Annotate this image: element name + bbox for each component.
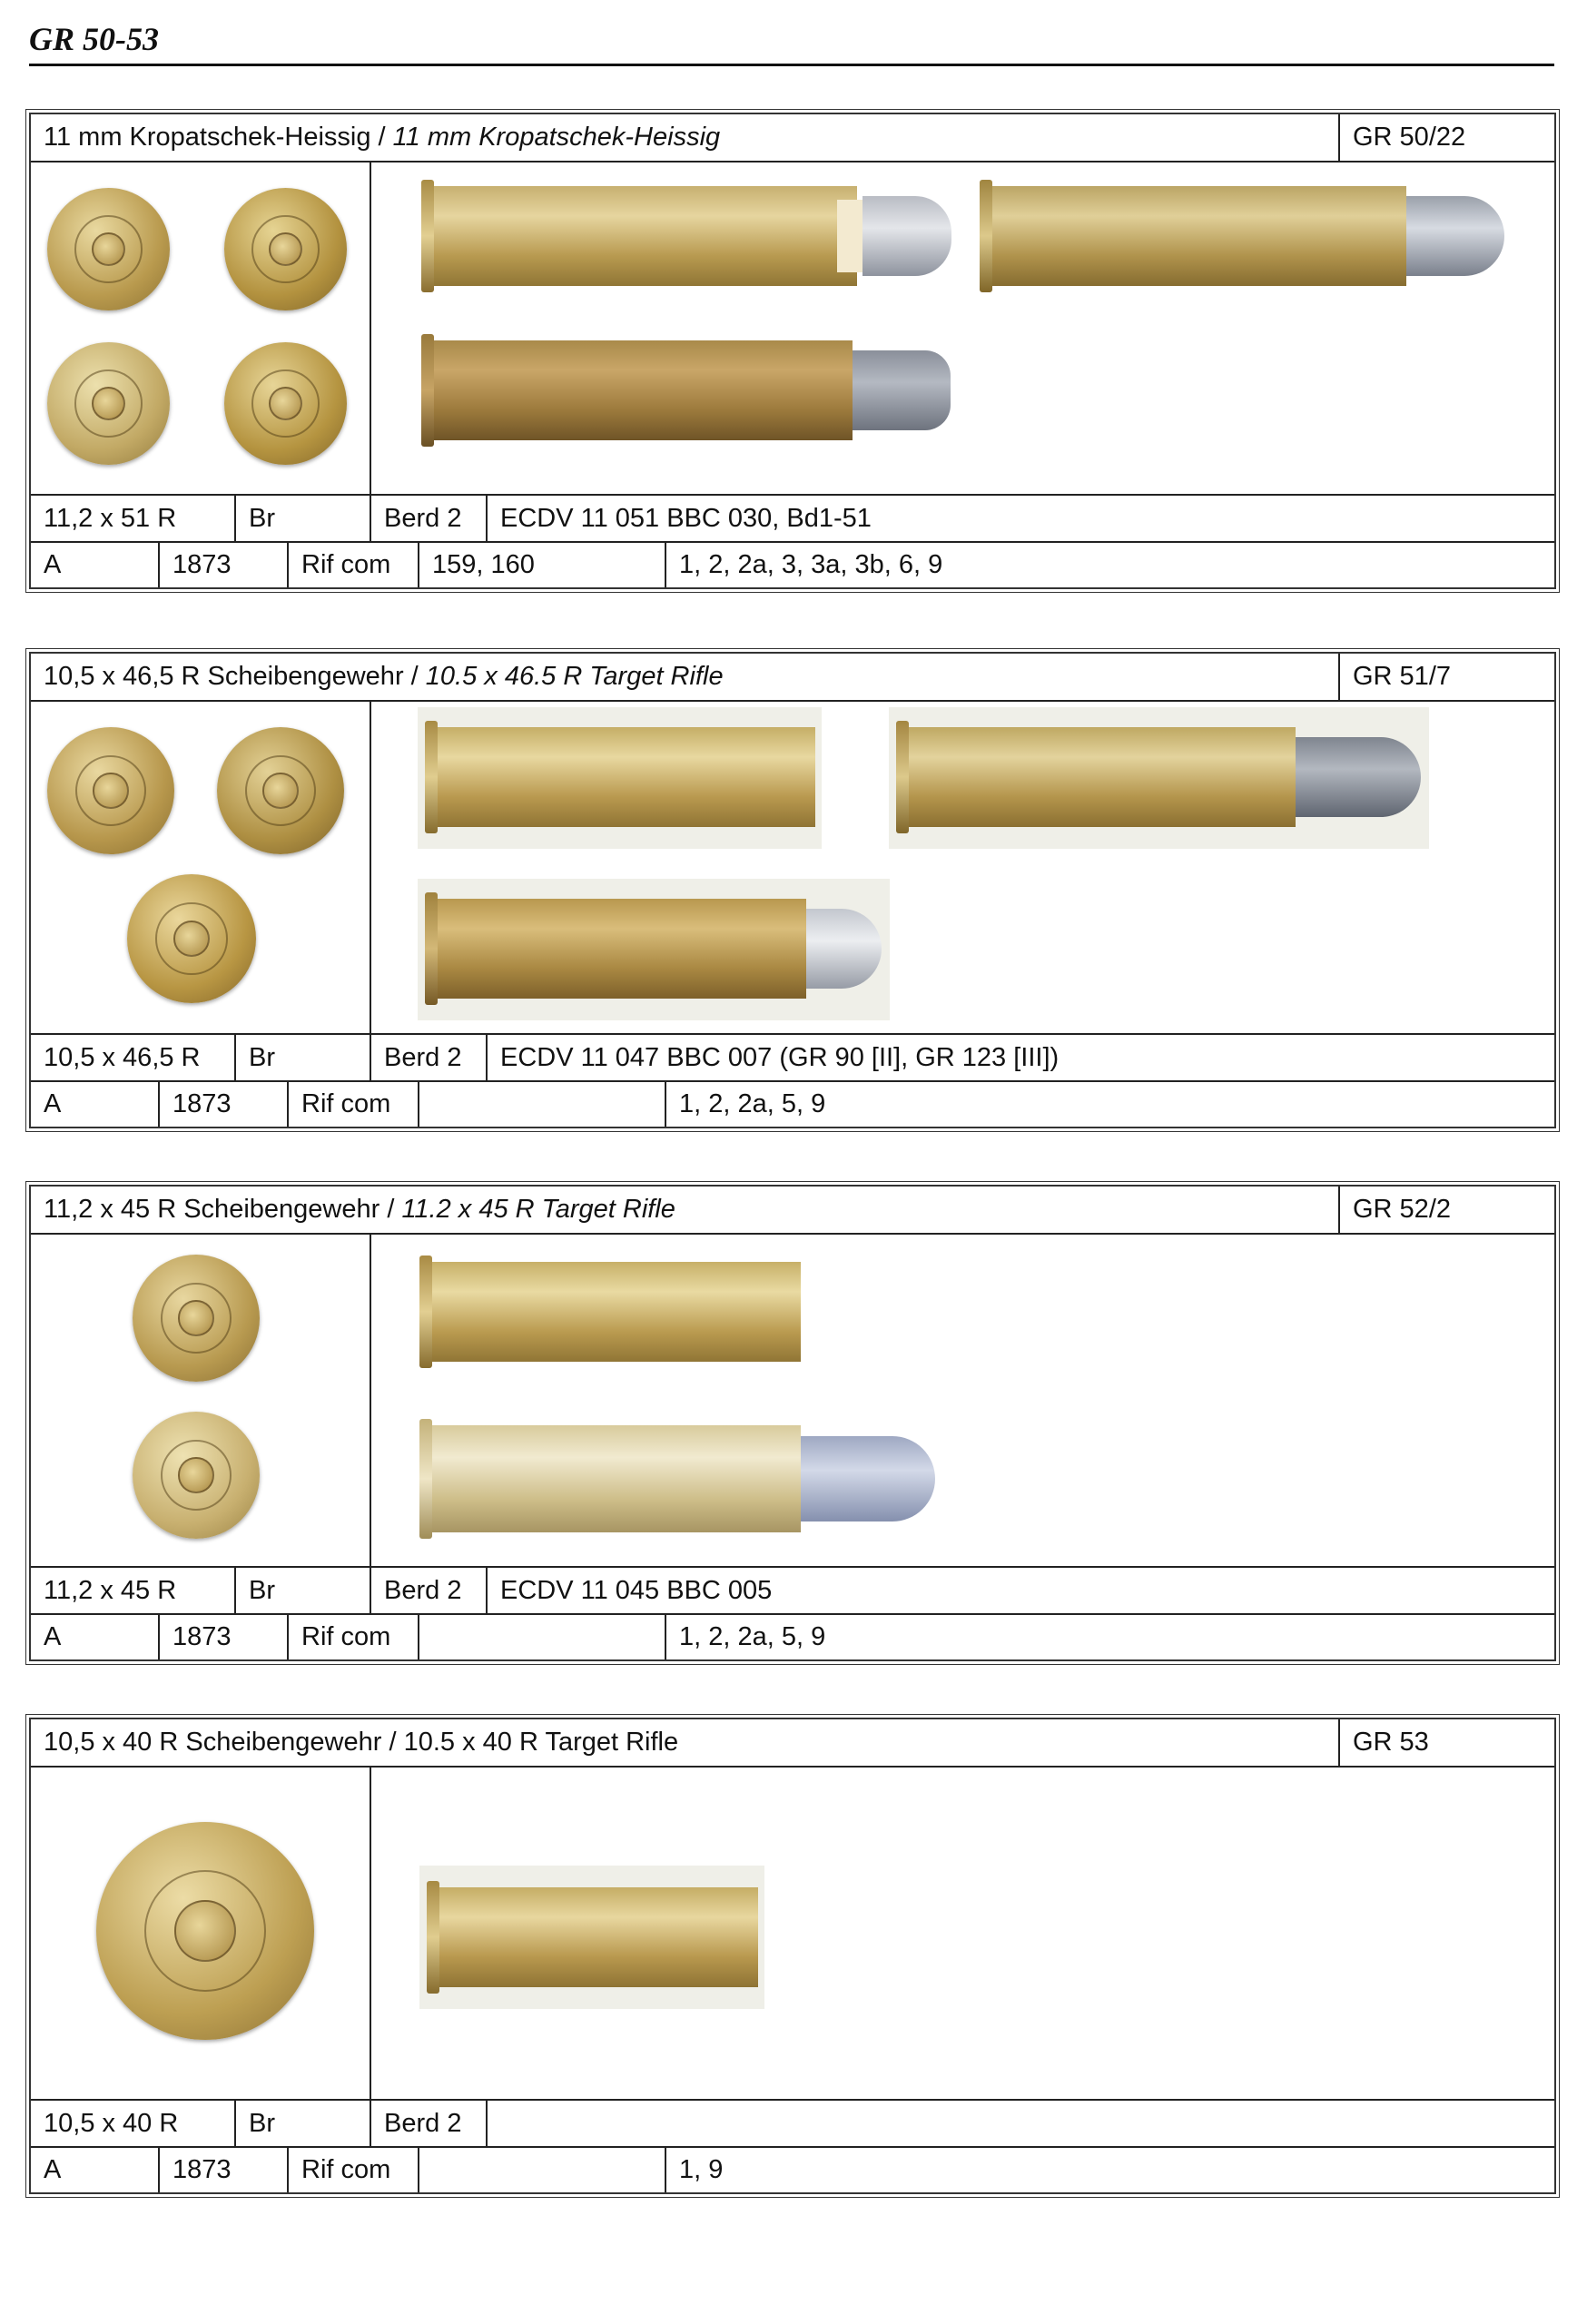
cartridge-image (418, 879, 890, 1020)
material-cell: Br (236, 2101, 371, 2146)
material-cell: Br (236, 1568, 371, 1613)
year-cell: 1873 (160, 543, 289, 587)
headstamp-panel (31, 702, 371, 1033)
title-de: 10,5 x 40 R Scheibengewehr (44, 1728, 382, 1757)
country-cell: A (31, 1082, 160, 1127)
entry-code: GR 53 (1353, 1728, 1429, 1757)
headstamp-panel (31, 1235, 371, 1566)
title-separator: / (389, 1728, 397, 1757)
headstamp-image (47, 188, 170, 310)
headstamp-image (224, 188, 347, 310)
country-cell: A (31, 1615, 160, 1659)
caliber-cell: 11,2 x 51 R (31, 496, 236, 541)
photo-panel (31, 162, 1554, 496)
spec-row-1 (31, 1035, 1554, 1082)
caliber-cell: 10,5 x 40 R (31, 2101, 236, 2146)
headstamp-image (47, 342, 170, 465)
spec-row-2 (31, 2148, 1554, 2192)
cartridge-entry-gr-52-2 (29, 1185, 1556, 1661)
cartridge-image (889, 707, 1429, 849)
entry-title-row (31, 1187, 1554, 1235)
berdan-cell: Berd 2 (371, 496, 488, 541)
headstamp-image (133, 1255, 260, 1382)
sources-cell: 1, 2, 2a, 5, 9 (679, 1089, 826, 1118)
entry-code: GR 51/7 (1353, 662, 1451, 691)
spec-row-1 (31, 496, 1554, 543)
reference-cell: ECDV 11 047 BBC 007 (GR 90 [II], GR 123 [III]) (500, 1042, 1060, 1072)
entry-title (31, 1719, 1340, 1766)
title-separator: / (387, 1195, 395, 1224)
sources-cell: 1, 2, 2a, 5, 9 (679, 1622, 826, 1651)
caliber-cell: 10,5 x 46,5 R (31, 1035, 236, 1080)
year-cell: 1873 (160, 2148, 289, 2192)
entry-title-row (31, 114, 1554, 162)
sources-cell: 1, 9 (679, 2155, 724, 2184)
photo-panel (31, 702, 1554, 1035)
reference-cell: ECDV 11 045 BBC 005 (500, 1575, 773, 1605)
title-separator: / (378, 123, 386, 152)
country-cell: A (31, 543, 160, 587)
cartridge-image (421, 340, 952, 440)
type-cell: Rif com (289, 1615, 419, 1659)
title-de: 10,5 x 46,5 R Scheibengewehr (44, 662, 404, 691)
cartridge-entry-gr-53 (29, 1718, 1556, 2194)
cartridge-image (421, 186, 952, 286)
headstamp-image (217, 727, 344, 854)
cartridge-entry-gr-51-7 (29, 652, 1556, 1128)
page-header (29, 16, 1554, 66)
headstamp-image (96, 1822, 314, 2040)
type-cell: Rif com (289, 2148, 419, 2192)
spec-row-1 (31, 1568, 1554, 1615)
cartridge-image (419, 1866, 764, 2009)
reference-cell (488, 2101, 1554, 2146)
spec-row-2 (31, 1082, 1554, 1127)
entry-title (31, 654, 1340, 700)
headstamp-image (224, 342, 347, 465)
year-cell: 1873 (160, 1082, 289, 1127)
berdan-cell: Berd 2 (371, 1568, 488, 1613)
title-en: 11.2 x 45 R Target Rifle (401, 1195, 675, 1224)
cartridge-entry-gr-50-22 (29, 113, 1556, 589)
reference-cell: ECDV 11 051 BBC 030, Bd1-51 (500, 503, 872, 533)
sources-cell: 1, 2, 2a, 3, 3a, 3b, 6, 9 (679, 550, 943, 579)
cartridge-image (419, 1425, 937, 1532)
title-de: 11 mm Kropatschek-Heissig (44, 123, 371, 152)
pages-cell (419, 2148, 666, 2192)
cartridge-image (418, 707, 822, 849)
headstamp-panel (31, 1768, 371, 2099)
cartridge-image (980, 186, 1506, 286)
year-cell: 1873 (160, 1615, 289, 1659)
headstamp-image (47, 727, 174, 854)
headstamp-panel (31, 162, 371, 494)
title-de: 11,2 x 45 R Scheibengewehr (44, 1195, 380, 1224)
spec-row-2 (31, 543, 1554, 587)
photo-panel (31, 1768, 1554, 2101)
type-cell: Rif com (289, 543, 419, 587)
type-cell: Rif com (289, 1082, 419, 1127)
pages-cell: 159, 160 (419, 543, 666, 587)
headstamp-image (133, 1412, 260, 1539)
country-cell: A (31, 2148, 160, 2192)
cartridge-image (419, 1262, 801, 1362)
berdan-cell: Berd 2 (371, 2101, 488, 2146)
headstamp-image (127, 874, 256, 1003)
title-en: 10.5 x 46.5 R Target Rifle (425, 662, 724, 691)
entry-title-row (31, 654, 1554, 702)
material-cell: Br (236, 1035, 371, 1080)
entry-title (31, 114, 1340, 161)
pages-cell (419, 1615, 666, 1659)
title-en: 10.5 x 40 R Target Rifle (403, 1728, 679, 1757)
entry-code: GR 52/2 (1353, 1195, 1451, 1224)
spec-row-1 (31, 2101, 1554, 2148)
spec-row-2 (31, 1615, 1554, 1659)
caliber-cell: 11,2 x 45 R (31, 1568, 236, 1613)
title-en: 11 mm Kropatschek-Heissig (392, 123, 721, 152)
entry-code: GR 50/22 (1353, 123, 1466, 152)
entry-title-row (31, 1719, 1554, 1768)
pages-cell (419, 1082, 666, 1127)
page-title: GR 50-53 (29, 21, 159, 57)
photo-panel (31, 1235, 1554, 1568)
material-cell: Br (236, 496, 371, 541)
berdan-cell: Berd 2 (371, 1035, 488, 1080)
title-separator: / (410, 662, 419, 691)
entry-title (31, 1187, 1340, 1233)
